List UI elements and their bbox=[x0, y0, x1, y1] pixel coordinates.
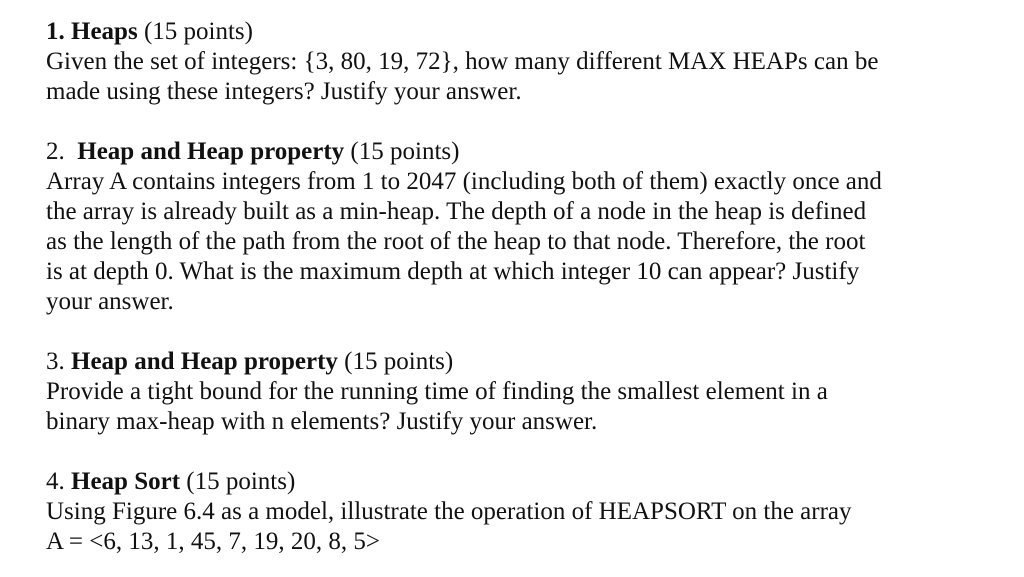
question-2-line-4: is at depth 0. What is the maximum depth at which integer 10 can appear? Justify bbox=[46, 258, 860, 285]
question-4 bbox=[46, 467, 1004, 557]
question-1-line-2: made using these integers? Justify your answer. bbox=[46, 78, 522, 105]
question-4-number: 4. bbox=[46, 468, 65, 495]
question-2-line-1: Array A contains integers from 1 to 2047 (including both of them) exactly once and bbox=[46, 168, 882, 195]
question-1 bbox=[46, 17, 1004, 107]
question-2-line-3: as the length of the path from the root of the heap to that node. Therefore, the root bbox=[46, 228, 866, 255]
question-4-points: (15 points) bbox=[186, 468, 296, 495]
question-2-number: 2. bbox=[46, 138, 65, 165]
question-4-title: Heap Sort bbox=[71, 468, 181, 495]
question-2-line-5: your answer. bbox=[46, 288, 174, 315]
question-3-line-1: Provide a tight bound for the running time of finding the smallest element in a bbox=[46, 378, 828, 405]
question-1-points: (15 points) bbox=[143, 18, 253, 45]
question-3-points: (15 points) bbox=[344, 348, 454, 375]
question-2 bbox=[46, 137, 1004, 317]
question-2-line-2: the array is already built as a min-heap. The depth of a node in the heap is defined bbox=[46, 198, 867, 225]
question-3 bbox=[46, 347, 1004, 437]
question-4-heading bbox=[46, 467, 1004, 497]
question-3-title: Heap and Heap property bbox=[71, 348, 338, 375]
question-1-title: Heaps bbox=[71, 18, 138, 45]
question-2-heading bbox=[46, 137, 1004, 167]
question-1-line-1: Given the set of integers: {3, 80, 19, 72}, how many different MAX HEAPs can be bbox=[46, 48, 879, 75]
question-2-title: Heap and Heap property bbox=[77, 138, 345, 165]
question-4-line-2: A = <6, 13, 1, 45, 7, 19, 20, 8, 5> bbox=[46, 528, 380, 555]
question-3-heading bbox=[46, 347, 1004, 377]
question-3-number: 3. bbox=[46, 348, 65, 375]
question-1-number: 1. bbox=[46, 18, 65, 45]
question-3-line-2: binary max-heap with n elements? Justify your answer. bbox=[46, 408, 598, 435]
question-2-points: (15 points) bbox=[350, 138, 460, 165]
question-4-line-1: Using Figure 6.4 as a model, illustrate the operation of HEAPSORT on the array bbox=[46, 498, 852, 525]
question-1-heading bbox=[46, 17, 1004, 47]
